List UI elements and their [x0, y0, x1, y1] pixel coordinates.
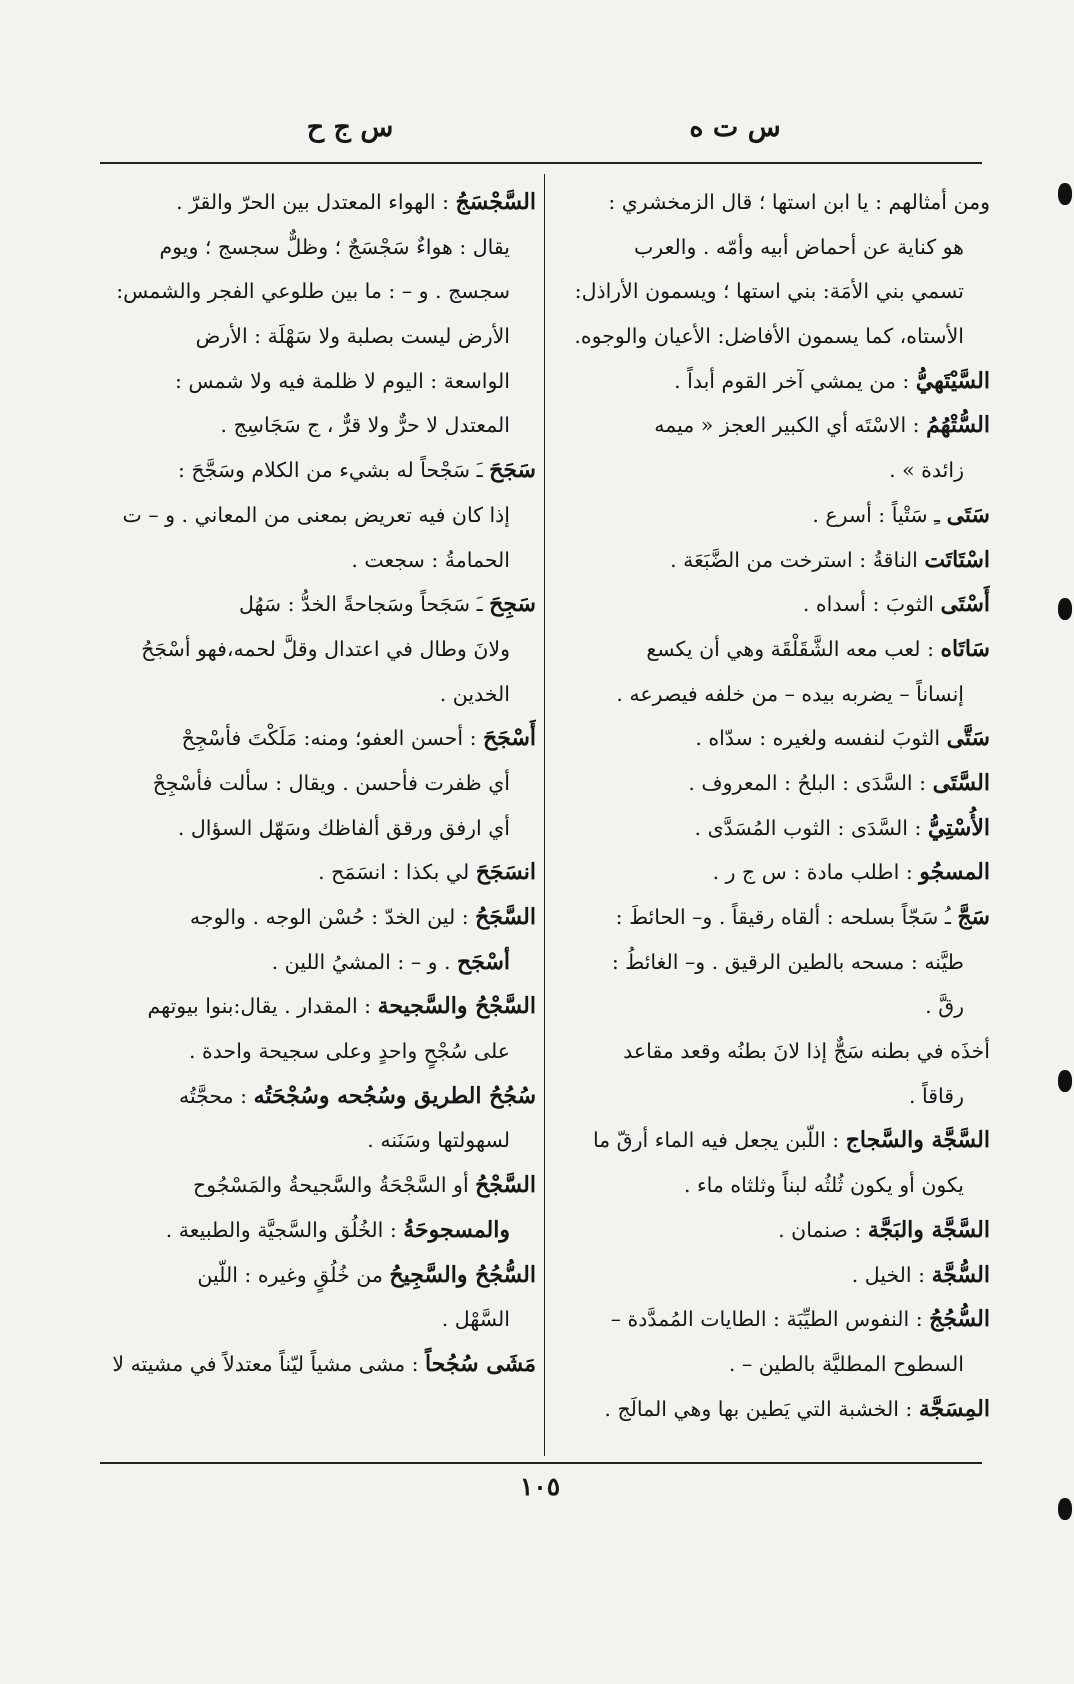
- entry-headword: السَّجَحُ: [475, 904, 536, 930]
- entry-text: ولانَ وطال في اعتدال وقلَّ لحمه،فهو أسْجَحُ: [141, 636, 510, 661]
- entry-line: [104, 940, 536, 985]
- entry-line: [104, 716, 536, 761]
- entry-line: [560, 1342, 990, 1387]
- entry-headword: السُّتْهُمُ: [926, 412, 990, 439]
- entry-line: [104, 269, 536, 314]
- entry-line: [104, 1074, 536, 1119]
- entry-line: [104, 1297, 536, 1342]
- entry-text: السَّهْل .: [441, 1307, 510, 1332]
- entry-line: [560, 1029, 990, 1074]
- entry-text: : السَّدَى : الثوب المُسَدَّى .: [694, 815, 928, 840]
- entry-line: [104, 582, 536, 627]
- entry-text: إذا كان فيه تعريض بمعنى من المعاني . و – ت: [122, 502, 510, 527]
- entry-line: [104, 1342, 536, 1387]
- entry-text: : من يمشي آخر القوم أبداً .: [674, 368, 916, 393]
- entry-text: الخدين .: [439, 681, 510, 706]
- entry-line: [104, 1253, 536, 1298]
- entry-line: [104, 493, 536, 538]
- column-divider: [544, 174, 545, 1456]
- entry-text: إنساناً – يضربه بيده – من خلفه فيصرعه .: [616, 681, 964, 706]
- entry-line: [560, 314, 990, 359]
- entry-headword: سُجُحُ الطريق وسُجُحه وسُجْحَتُه: [253, 1082, 536, 1109]
- entry-headword: المِسَجَّة: [918, 1395, 990, 1422]
- entry-headword: انسَجَحَ: [475, 859, 536, 886]
- entry-line: [560, 716, 990, 761]
- entry-text: : الخشبة التي يَطين بها وهي المالَج .: [604, 1396, 919, 1421]
- entry-line: [104, 225, 536, 270]
- entry-text: : الهواء المعتدل بين الحرّ والقرّ .: [176, 190, 456, 214]
- entry-text: أي ظفرت فأحسن . ويقال : سألت فأسْجِحْ: [152, 770, 510, 795]
- entry-line: [560, 448, 990, 493]
- entry-line: [104, 1208, 536, 1253]
- entry-line: [560, 225, 990, 270]
- entry-line: [560, 1253, 990, 1298]
- entry-line: [560, 180, 990, 225]
- entry-line: [560, 1163, 990, 1208]
- entry-line: [104, 984, 536, 1029]
- entry-headword: سَتَى: [946, 501, 990, 528]
- entry-text: ـَ سَجْحاً له بشيء من الكلام وسَجَّحَ :: [177, 458, 490, 483]
- entry-line: [560, 1208, 990, 1253]
- binding-mark: [1058, 1070, 1072, 1092]
- entry-line: [104, 180, 536, 225]
- entry-text: : المقدار . يقال:بنوا بيوتهم: [147, 994, 378, 1019]
- entry-text: : صنمان .: [778, 1217, 868, 1242]
- entry-headword: السَّجْحُ: [475, 1172, 536, 1199]
- entry-line: [560, 895, 990, 940]
- entry-text: الناقةُ : استرخت من الضَّبَعَة .: [670, 547, 925, 572]
- entry-line: [104, 1029, 536, 1074]
- entry-headword: أَسْجَحَ: [483, 725, 536, 752]
- entry-line: [560, 850, 990, 895]
- entry-line: [104, 538, 536, 583]
- entry-text: ـَ سَجَحاً وسَجاحةً الخدُّ : سَهُل: [238, 592, 490, 617]
- binding-mark: [1058, 1498, 1072, 1520]
- entry-headword: السَّتَى: [932, 769, 990, 796]
- entry-line: [104, 1163, 536, 1208]
- entry-text: يقال : هواءٌ سَجْسَجٌ ؛ وظلٌّ سجسج ؛ ويوم: [159, 234, 510, 259]
- entry-headword: السُّجُجُ: [929, 1306, 990, 1333]
- entry-line: [104, 627, 536, 672]
- entry-text: زائدة » .: [889, 458, 964, 483]
- entry-text: أو السَّجْحَةُ والسَّجيحةُ والمَسْجُوح: [193, 1173, 476, 1198]
- entry-text: طيَّنه : مسحه بالطين الرقيق . و– الغائطُ :: [611, 949, 964, 974]
- entry-headword: السَّجْحُ والسَّجيحة: [377, 993, 536, 1020]
- entry-text: لسهولتها وسَنَنه .: [367, 1128, 510, 1153]
- entry-text: هو كناية عن أحماض أبيه وأمّه . والعرب: [634, 234, 964, 259]
- entry-text: : النفوس الطيِّبَة : الطايات المُمدَّدة –: [610, 1307, 930, 1332]
- entry-text: السطوح المطليَّة بالطين – .: [728, 1351, 964, 1376]
- entry-text: الأستاه، كما يسمون الأفاضل: الأعيان والوجوه.: [574, 324, 964, 349]
- entry-headword: الأُسْتِيُّ: [927, 814, 990, 841]
- entry-text: الثوبَ : أسداه .: [802, 592, 941, 617]
- entry-text: تسمي بني الأمَة: بني استها ؛ ويسمون الأراذل:: [574, 279, 964, 304]
- entry-headword: السَّيْتَهيُّ: [915, 367, 990, 394]
- entry-line: [104, 403, 536, 448]
- entry-text: : اطلب مادة : س ج ر .: [712, 860, 920, 885]
- entry-line: [104, 1118, 536, 1163]
- footer-rule: [100, 1462, 982, 1464]
- entry-line: [560, 806, 990, 851]
- entry-line: [560, 1074, 990, 1119]
- entry-text: : اللّبن يجعل فيه الماء أرقّ ما: [592, 1128, 846, 1153]
- entry-headword: السُّجَّة: [931, 1261, 990, 1288]
- entry-text: ـِ سَتْياً : أسرع .: [812, 502, 947, 527]
- entry-headword: اسْتَاتَت: [924, 546, 990, 573]
- entry-headword: السَّجَّة والبَجَّة: [867, 1216, 990, 1243]
- entry-line: [104, 761, 536, 806]
- entry-line: [104, 806, 536, 851]
- entry-headword: سَاتَاه: [940, 635, 990, 662]
- entry-line: [104, 850, 536, 895]
- entry-text: : الخيل .: [851, 1262, 932, 1287]
- binding-mark: [1058, 598, 1072, 620]
- entry-text: الحمامةُ : سجعت .: [351, 547, 510, 572]
- right-column: [560, 180, 990, 1431]
- entry-text: : السَّدَى : البلحُ : المعروف .: [688, 770, 933, 795]
- entry-headword: أَسْتَى: [940, 591, 990, 618]
- entry-text: ومن أمثالهم : يا ابن استها ؛ قال الزمخشري :: [608, 190, 990, 214]
- entry-headword: المسجُو: [919, 859, 990, 886]
- entry-text: رقاقاً .: [908, 1083, 964, 1108]
- entry-text: : الاسْتَه أي الكبير العجز « ميمه: [654, 413, 927, 438]
- left-column: [104, 180, 536, 1387]
- entry-text: لي بكذا : انسَمَح .: [318, 860, 476, 885]
- entry-text: ـُ سَجّاً بسلحه : ألقاه رقيقاً . و– الحائطَ :: [615, 905, 958, 929]
- entry-text: أخذَه في بطنه سَجٌّ إذا لانَ بطنُه وقعد مقاعد: [623, 1039, 990, 1064]
- entry-text: : الخُلُق والسَّجيَّة والطبيعة .: [165, 1217, 404, 1242]
- entry-line: [560, 761, 990, 806]
- entry-headword: السُّجُحُ والسَّجِيحُ: [389, 1261, 536, 1288]
- entry-line: [560, 493, 990, 538]
- entry-text: من خُلُقٍ وغيره : اللّين: [197, 1262, 390, 1287]
- entry-line: [104, 314, 536, 359]
- entry-line: [560, 269, 990, 314]
- entry-text: المعتدل لا حرٌّ ولا قرٌّ ، ج سَجَاسِج .: [220, 413, 510, 438]
- entry-headword: سَجَحَ: [489, 457, 536, 484]
- entry-text: . و – : المشيُ اللين .: [271, 949, 458, 974]
- binding-mark: [1058, 183, 1072, 205]
- entry-headword: أسْجَح: [457, 948, 510, 975]
- entry-line: [104, 359, 536, 404]
- entry-headword: سَجِحَ: [489, 591, 536, 618]
- entry-text: الثوبَ لنفسه ولغيره : سدّاه .: [695, 726, 947, 751]
- entry-line: [560, 582, 990, 627]
- entry-line: [560, 1118, 990, 1163]
- entry-line: [560, 1297, 990, 1342]
- entry-line: [560, 984, 990, 1029]
- entry-headword: سَتَّى: [946, 725, 990, 752]
- entry-line: [560, 359, 990, 404]
- entry-line: [560, 538, 990, 583]
- entry-line: [560, 1387, 990, 1432]
- header-rule: [100, 162, 982, 164]
- entry-line: [560, 940, 990, 985]
- entry-text: الواسعة : اليوم لا ظلمة فيه ولا شمس :: [174, 368, 510, 393]
- entry-headword: مَشَى سُجُحاً: [425, 1350, 536, 1377]
- entry-text: أي ارفق ورقق ألفاظك وسَهّل السؤال .: [177, 815, 510, 840]
- entry-text: على سُجْحٍ واحدٍ وعلى سجيحة واحدة .: [189, 1039, 510, 1064]
- entry-headword: سَجَّ: [957, 904, 990, 930]
- entry-text: : لين الخدّ : حُسْن الوجه . والوجه: [189, 905, 476, 929]
- entry-line: [560, 672, 990, 717]
- entry-text: : لعب معه الشَّقَلْقَة وهي أن يكسع: [646, 636, 941, 661]
- entry-text: يكون أو يكون ثُلثُه لبناً وثلثاه ماء .: [683, 1173, 964, 1198]
- entry-text: رقَّ .: [925, 994, 964, 1019]
- page-header-left-letters: س ج ح: [306, 112, 394, 143]
- entry-text: سجسج . و – : ما بين طلوعي الفجر والشمس:: [116, 279, 510, 304]
- entry-text: الأرض ليست بصلبة ولا سَهْلَة : الأرض: [195, 324, 510, 349]
- entry-text: : مشى مشياً ليّناً معتدلاً في مشيته لا: [112, 1351, 426, 1376]
- entry-line: [560, 403, 990, 448]
- entry-line: [560, 627, 990, 672]
- page-number: ١٠٥: [519, 1472, 561, 1501]
- entry-text: : أحسن العفو؛ ومنه: مَلَكْتَ فأسْجِحْ: [181, 726, 484, 751]
- entry-line: [104, 895, 536, 940]
- entry-headword: السَّجْسَجُ: [455, 189, 536, 215]
- entry-text: : محجَّتُه: [178, 1083, 254, 1108]
- entry-line: [104, 672, 536, 717]
- entry-headword: والمسجوحَةُ: [403, 1216, 510, 1243]
- entry-line: [104, 448, 536, 493]
- entry-headword: السَّجَّة والسَّجاج: [845, 1127, 990, 1154]
- page-header-right-letters: س ت ه: [689, 112, 781, 143]
